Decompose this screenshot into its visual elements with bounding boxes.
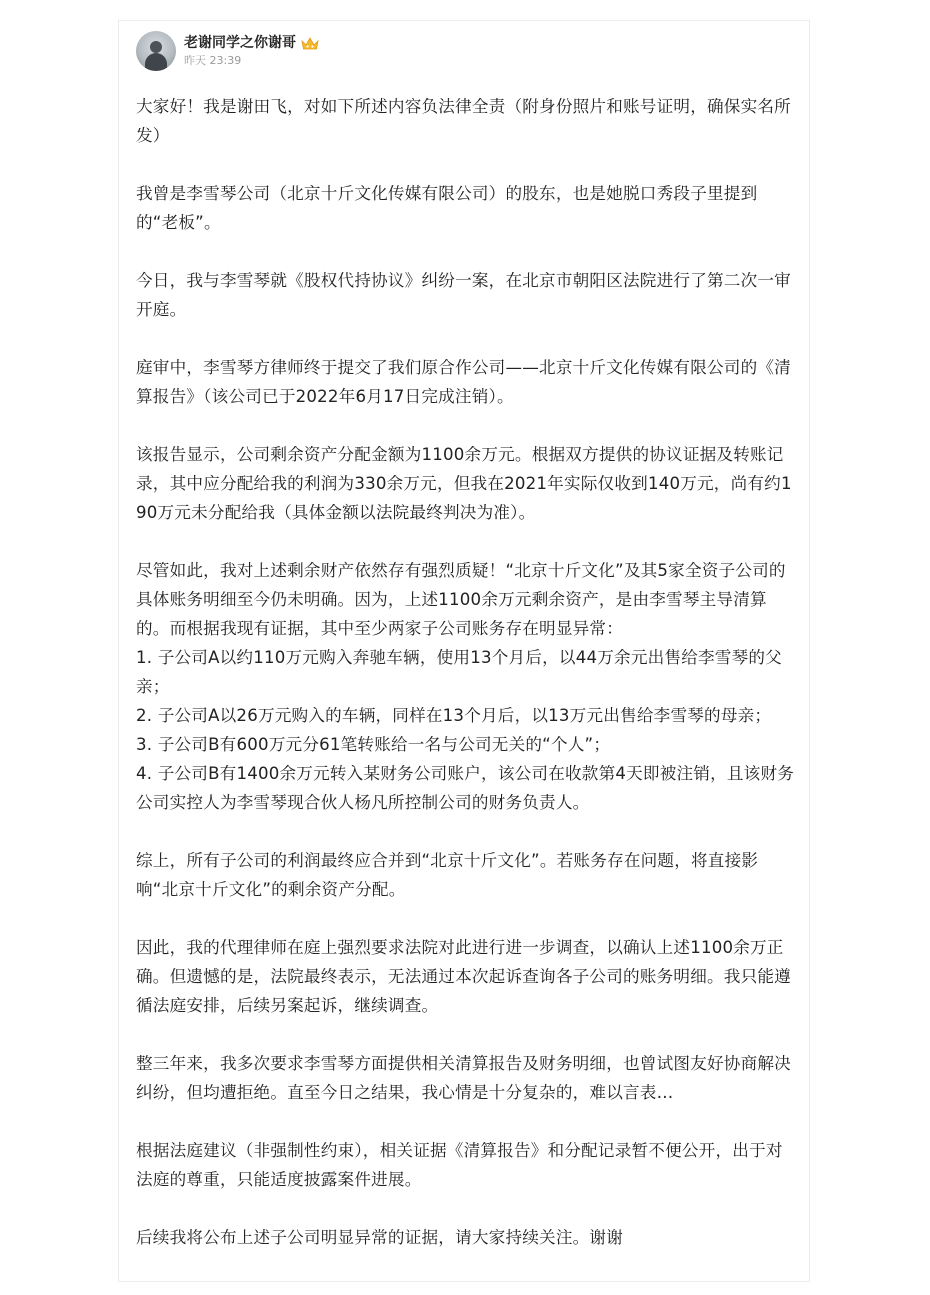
- post-header: [136, 26, 319, 76]
- paragraph-doubt: [136, 556, 796, 817]
- author-name[interactable]: 老谢同学之你谢哥: [184, 34, 296, 51]
- user-line: [184, 34, 319, 52]
- paragraph-report: 庭审中，李雪琴方律师终于提交了我们原合作公司——北京十斤文化传媒有限公司的《清算报告》（该公司已于2022年6月17日完成注销）。: [136, 358, 791, 406]
- paragraph-intro: 大家好！我是谢田飞，对如下所述内容负法律全责（附身份照片和账号证明，确保实名所发）: [136, 97, 791, 145]
- anomaly-item: 3. 子公司B有600万元分61笔转账给一名与公司无关的“个人”；: [136, 735, 611, 754]
- doubt-intro: 尽管如此，我对上述剩余财产依然存有强烈质疑！“北京十斤文化”及其5家全资子公司的具体账务明细至今仍未明确。因为，上述1100余万元剩余资产，是由李雪琴主导清算的。而根据我现有证据，其中至少两家子公司账务存在明显异常：: [136, 561, 786, 638]
- anomaly-item: 2. 子公司A以26万元购入的车辆，同样在13个月后，以13万元出售给李雪琴的母亲；: [136, 706, 772, 725]
- anomaly-item: 1. 子公司A以约110万元购入奔驰车辆，使用13个月后，以44万余元出售给李雪琴的父亲；: [136, 648, 782, 696]
- paragraph-court-advice: 根据法庭建议（非强制性约束），相关证据《清算报告》和分配记录暂不便公开，出于对法庭的尊重，只能适度披露案件进展。: [136, 1141, 783, 1189]
- post-timestamp: 昨天 23:39: [184, 53, 242, 67]
- vip-crown-icon: [301, 36, 319, 50]
- paragraph-distribution: 该报告显示，公司剩余资产分配金额为1100余万元。根据双方提供的协议证据及转账记录，其中应分配给我的利润为330余万元，但我在2021年实际仅收到140万元，尚有约190万元未分配给我（具体金额以法院最终判决为准）。: [136, 445, 792, 522]
- paragraph-hearing: 今日，我与李雪琴就《股权代持协议》纠纷一案，在北京市朝阳区法院进行了第二次一审开庭。: [136, 271, 791, 319]
- paragraph-conclusion: 综上，所有子公司的利润最终应合并到“北京十斤文化”。若账务存在问题，将直接影响“北京十斤文化”的剩余资产分配。: [136, 851, 759, 899]
- paragraph-investigation: 因此，我的代理律师在庭上强烈要求法院对此进行进一步调查，以确认上述1100余万正确。但遗憾的是，法院最终表示，无法通过本次起诉查询各子公司的账务明细。我只能遵循法庭安排，后续另案起诉，继续调查。: [136, 938, 791, 1015]
- user-info: [184, 34, 319, 69]
- paragraph-followup: 后续我将公布上述子公司明显异常的证据，请大家持续关注。谢谢: [136, 1228, 624, 1247]
- paragraph-three-years: 整三年来，我多次要求李雪琴方面提供相关清算报告及财务明细，也曾试图友好协商解决纠纷，但均遭拒绝。直至今日之结果，我心情是十分复杂的，难以言表…: [136, 1054, 791, 1102]
- avatar[interactable]: [136, 31, 176, 71]
- post-body: [136, 92, 796, 1281]
- paragraph-shareholder: 我曾是李雪琴公司（北京十斤文化传媒有限公司）的股东，也是她脱口秀段子里提到的“老板”。: [136, 184, 758, 232]
- anomaly-item: 4. 子公司B有1400余万元转入某财务公司账户，该公司在收款第4天即被注销，且该财务公司实控人为李雪琴现合伙人杨凡所控制公司的财务负责人。: [136, 764, 795, 812]
